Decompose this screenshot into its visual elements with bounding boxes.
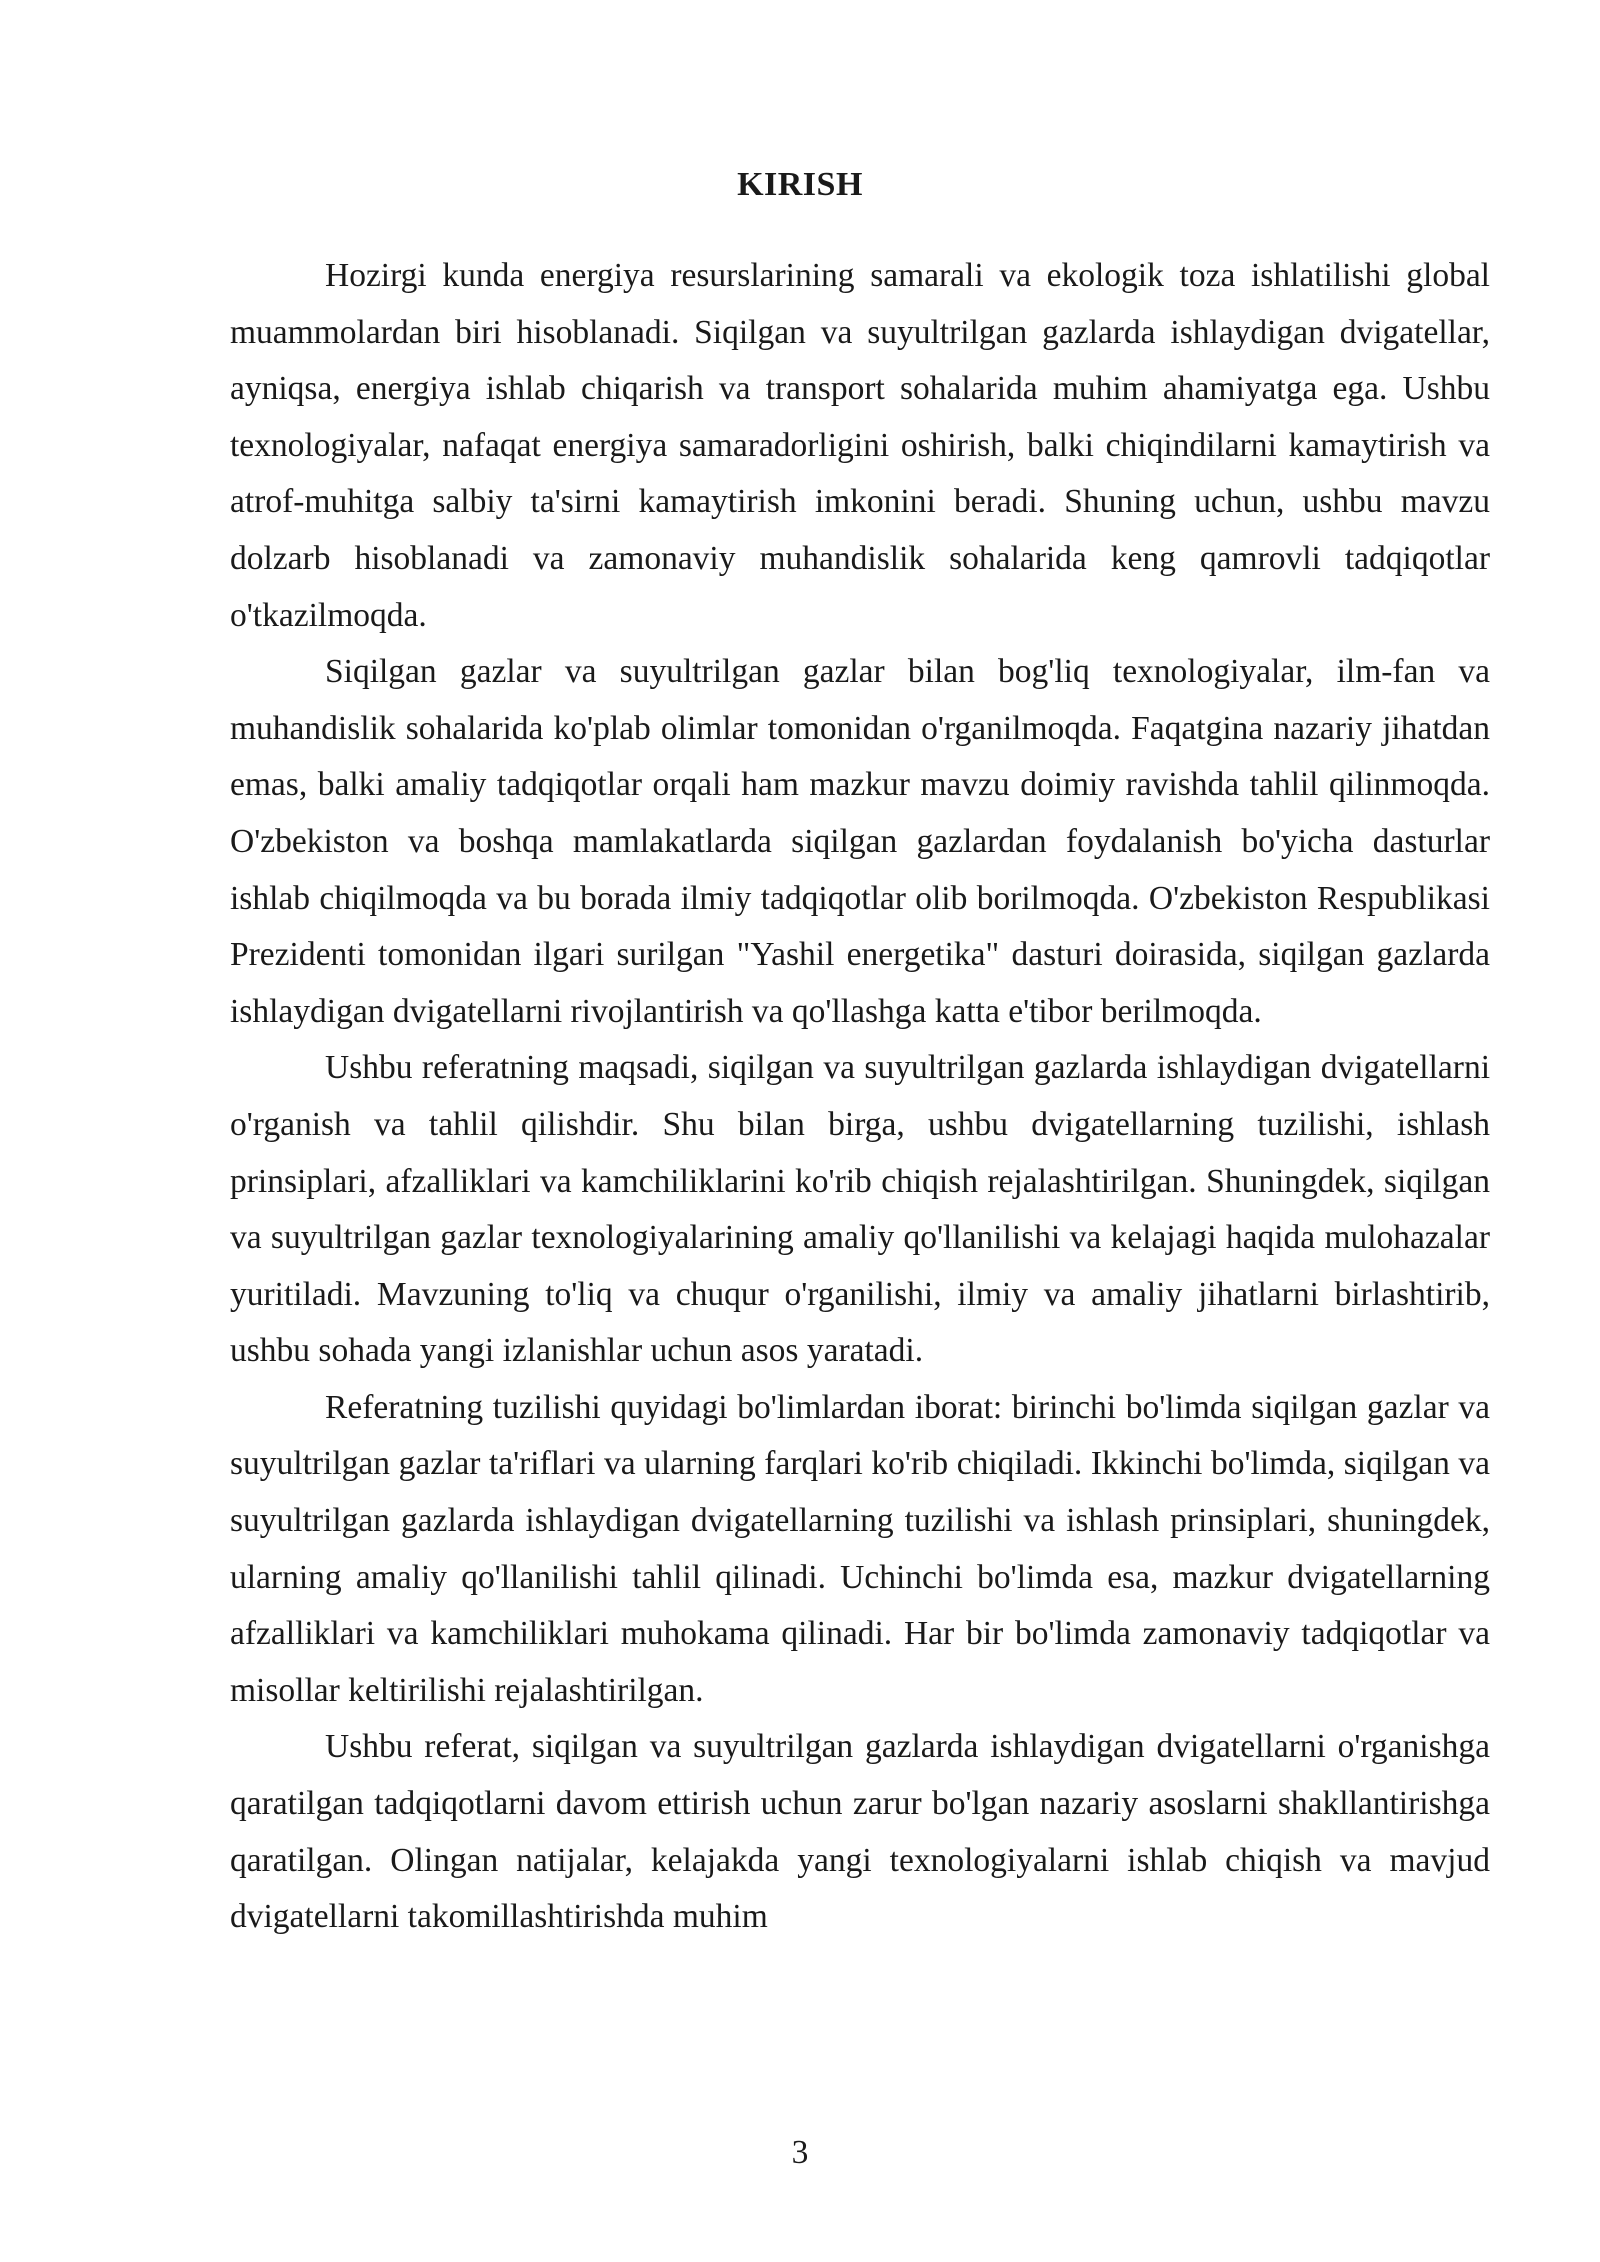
paragraph-1: Hozirgi kunda energiya resurslarining samarali va ekologik toza ishlatilishi global muammolardan biri hisoblanadi. Siqilgan va suyultrilgan gazlarda ishlaydigan dvigatellar, ayniqsa, energiya ishlab chiqarish va transport sohalarida muhim ahamiyatga ega. Ushbu texnologiyalar, nafaqat energiya samaradorligini oshirish, balki chiqindilarni kamaytirish va atrof-muhitga salbiy ta'sirni kamaytirish imkonini beradi. Shuning uchun, ushbu mavzu dolzarb hisoblanadi va zamonaviy muhandislik sohalarida keng qamrovli tadqiqotlar o'tkazilmoqda. — [230, 257, 1490, 634]
paragraph-2: Siqilgan gazlar va suyultrilgan gazlar bilan bog'liq texnologiyalar, ilm-fan va muhandislik sohalarida ko'plab olimlar tomonidan o'rganilmoqda. Faqatgina nazariy jihatdan emas, balki amaliy tadqiqotlar orqali ham mazkur mavzu doimiy ravishda tahlil qilinmoqda. O'zbekiston va boshqa mamlakatlarda siqilgan gazlardan foydalanish bo'yicha dasturlar ishlab chiqilmoqda va bu borada ilmiy tadqiqotlar olib borilmoqda. O'zbekiston Respublikasi Prezidenti tomonidan ilgari surilgan "Yashil energetika" dasturi doirasida, siqilgan gazlarda ishlaydigan dvigatellarni rivojlantirish va qo'llashga katta e'tibor berilmoqda. — [230, 653, 1490, 1030]
paragraph-4: Referatning tuzilishi quyidagi bo'limlardan iborat: birinchi bo'limda siqilgan gazlar va suyultrilgan gazlar ta'riflari va ularning farqlari ko'rib chiqiladi. Ikkinchi bo'limda, siqilgan va suyultrilgan gazlarda ishlaydigan dvigatellarning tuzilishi va ishlash prinsiplari, shuningdek, ularning amaliy qo'llanilishi tahlil qilinadi. Uchinchi bo'limda esa, mazkur dvigatellarning afzalliklari va kamchiliklari muhokama qilinadi. Har bir bo'limda zamonaviy tadqiqotlar va misollar keltirilishi rejalashtirilgan. — [230, 1388, 1490, 1709]
page-number: 3 — [791, 2134, 809, 2171]
page-title: KIRISH — [737, 166, 863, 203]
paragraph-3: Ushbu referatning maqsadi, siqilgan va suyultrilgan gazlarda ishlaydigan dvigatellarni o'rganish va tahlil qilishdir. Shu bilan birga, ushbu dvigatellarning tuzilishi, ishlash prinsiplari, afzalliklari va kamchiliklarini ko'rib chiqish rejalashtirilgan. Shuningdek, siqilgan va suyultrilgan gazlar texnologiyalarining amaliy qo'llanilishi va kelajagi haqida mulohazalar yuritiladi. Mavzuning to'liq va chuqur o'rganilishi, ilmiy va amaliy jihatlarni birlashtirib, ushbu sohada yangi izlanishlar uchun asos yaratadi. — [230, 1049, 1490, 1370]
body-text — [230, 248, 1490, 1946]
paragraph-5: Ushbu referat, siqilgan va suyultrilgan gazlarda ishlaydigan dvigatellarni o'rganishga qaratilgan tadqiqotlarni davom ettirish uchun zarur bo'lgan nazariy asoslarni shakllantirishga qaratilgan. Olingan natijalar, kelajakda yangi texnologiyalarni ishlab chiqish va mavjud dvigatellarni takomillashtirishda muhim — [230, 1728, 1490, 1936]
